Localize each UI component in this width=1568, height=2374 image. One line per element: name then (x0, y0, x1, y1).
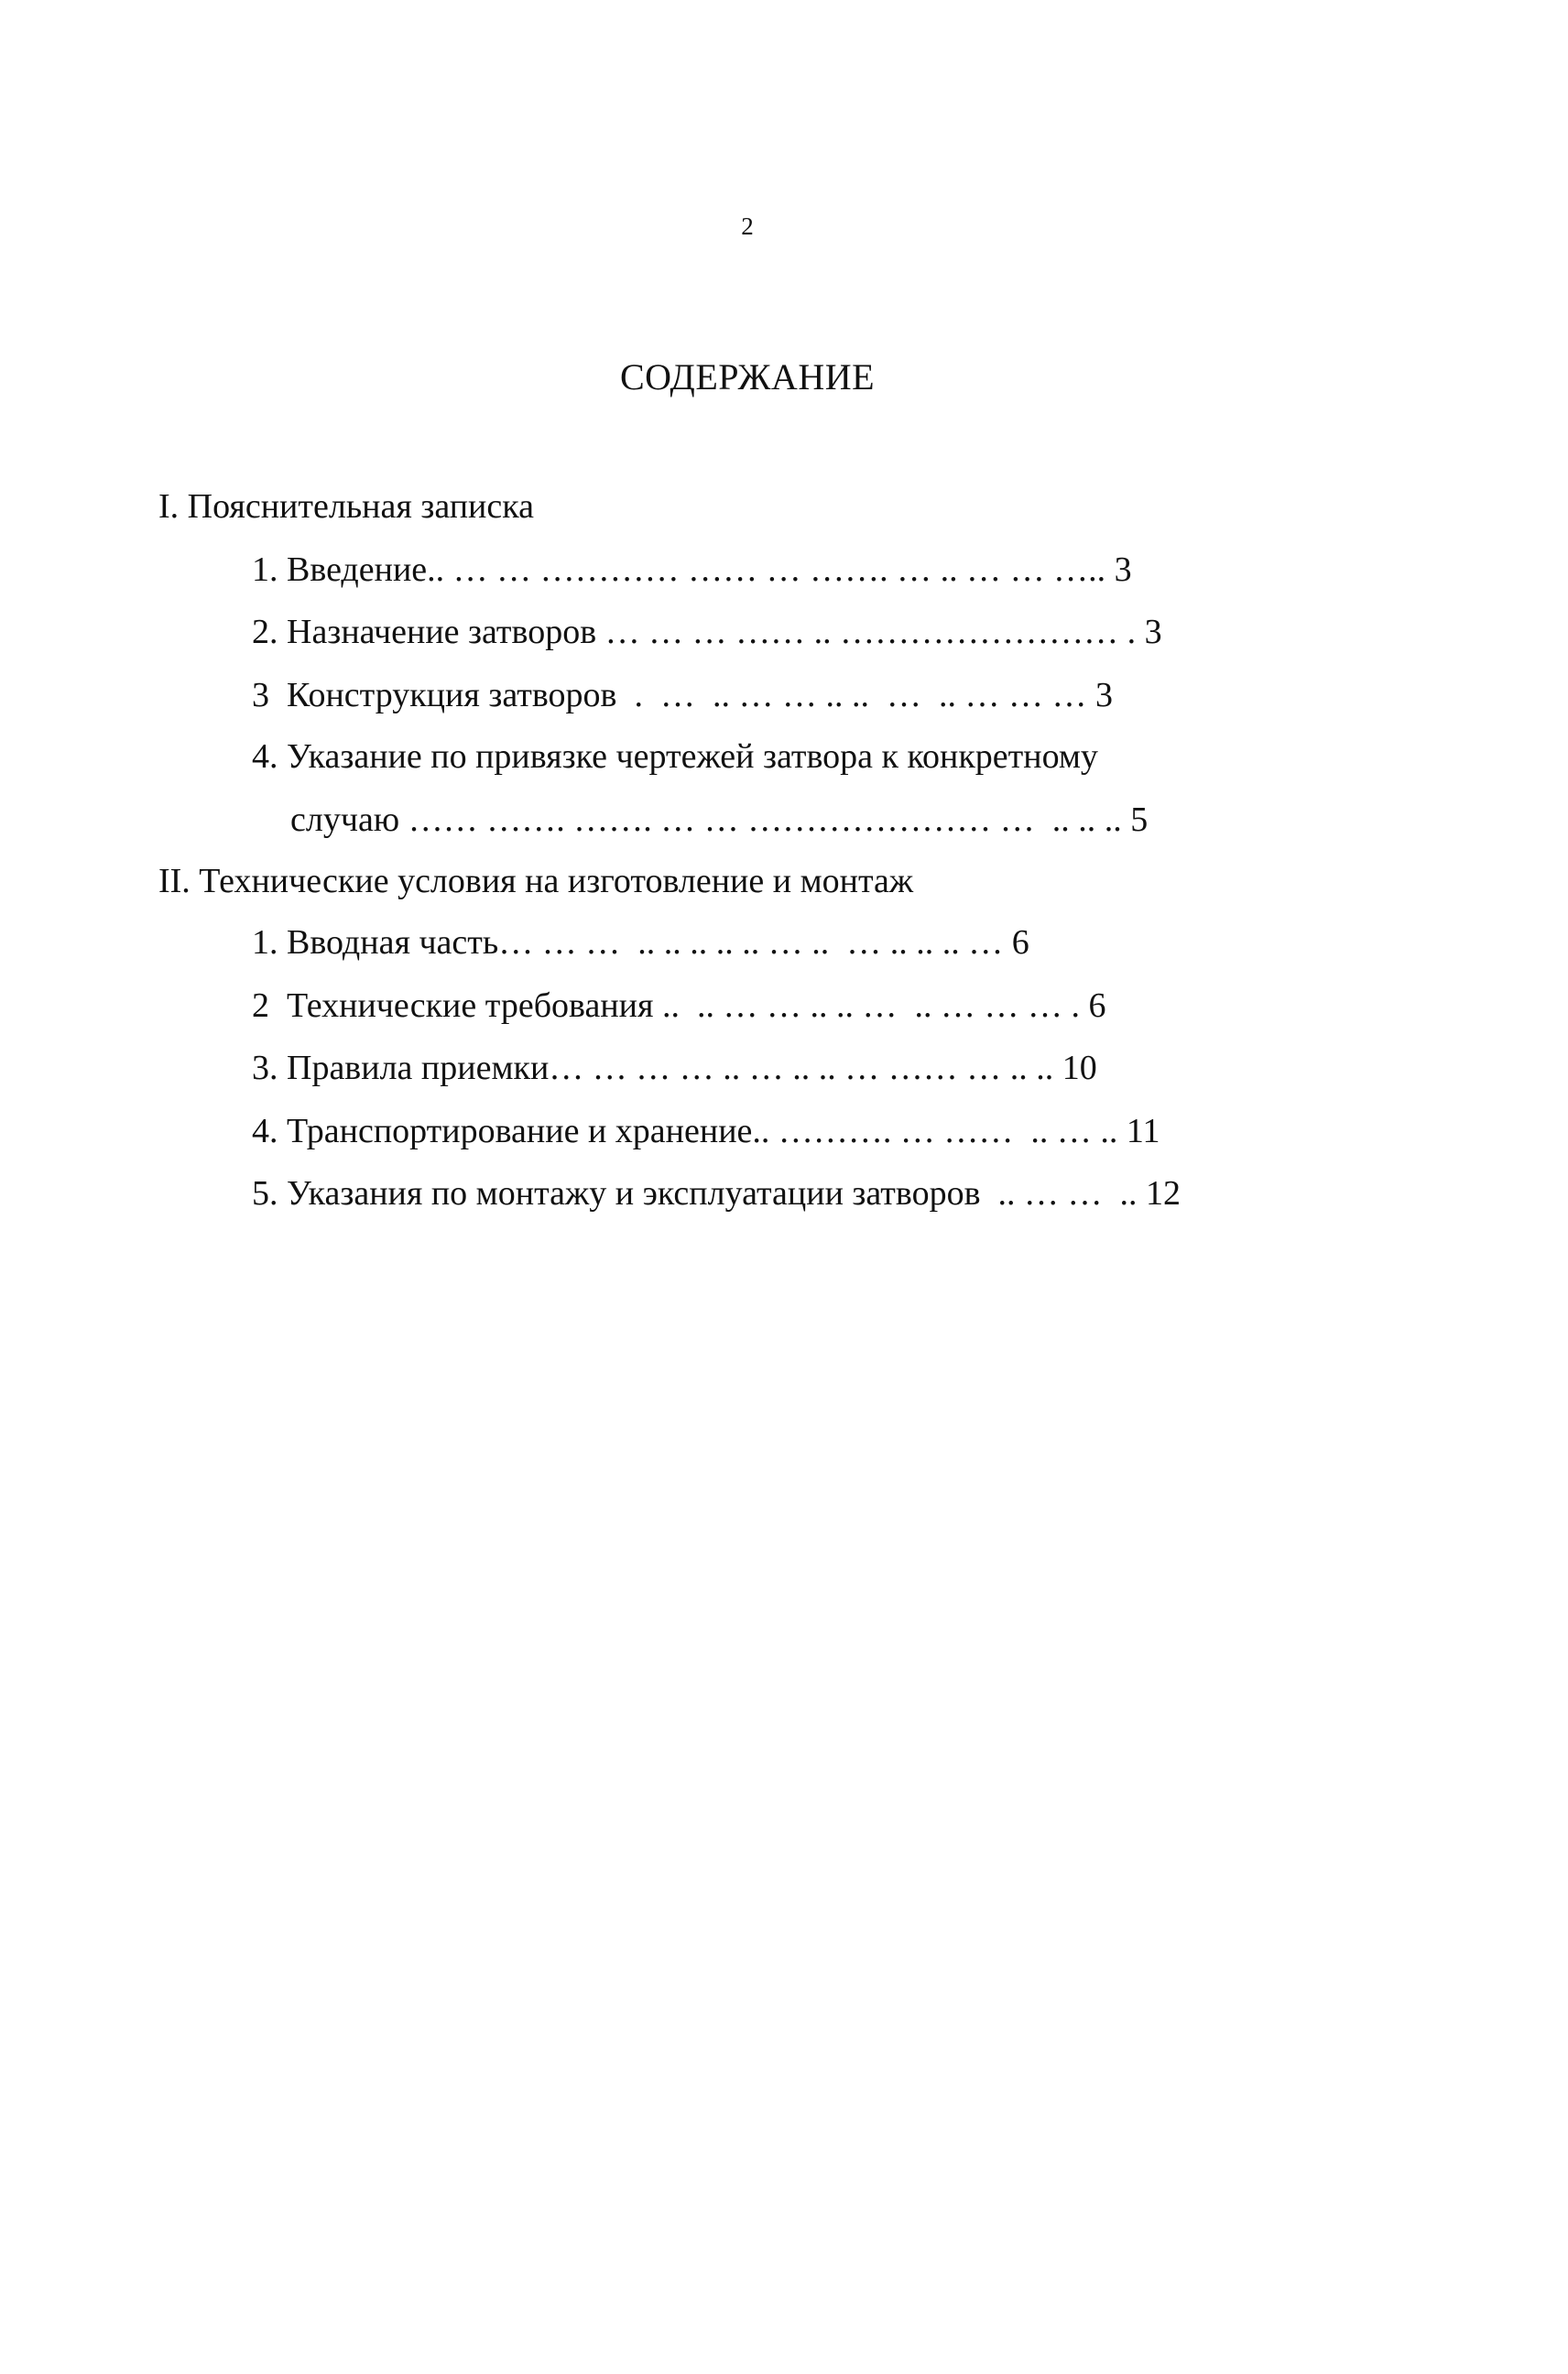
toc-entry-introduction: 1. Введение.. … … ………… …… … ……. … .. … … ….. 3 (252, 550, 1132, 589)
toc-entry-transport-storage: 4. Транспортирование и хранение.. ………. … …… .. … .. 11 (252, 1112, 1160, 1150)
toc-section-2-heading: II. Технические условия на изготовление и монтаж (158, 862, 914, 900)
toc-entry-acceptance-rules: 3. Правила приемки… … … … .. … .. .. … …… … .. .. 10 (252, 1049, 1097, 1087)
toc-entry-purpose: 2. Назначение затворов … … … …… .. …………………… . 3 (252, 613, 1162, 651)
page-number: 2 (741, 212, 754, 240)
toc-entry-drawing-binding: 4. Указание по привязке чертежей затвора к конкретному (252, 737, 1098, 776)
toc-section-1-heading: I. Пояснительная записка (158, 487, 535, 526)
toc-entry-drawing-binding-continued: случаю …… ……. ……. … … ………………… … .. .. .. 5 (290, 800, 1149, 839)
toc-entry-intro-part: 1. Вводная часть… … … .. .. .. .. .. … .. … .. .. .. … 6 (252, 923, 1029, 962)
toc-entry-installation-operation: 5. Указания по монтажу и эксплуатации затворов .. … … .. 12 (252, 1174, 1181, 1213)
toc-entry-construction: 3 Конструкция затворов . … .. … … .. .. … .. … … … 3 (252, 676, 1113, 714)
toc-title: СОДЕРЖАНИЕ (619, 356, 876, 397)
toc-entry-technical-requirements: 2 Технические требования .. .. … … .. .. … .. … … … . 6 (252, 986, 1106, 1025)
